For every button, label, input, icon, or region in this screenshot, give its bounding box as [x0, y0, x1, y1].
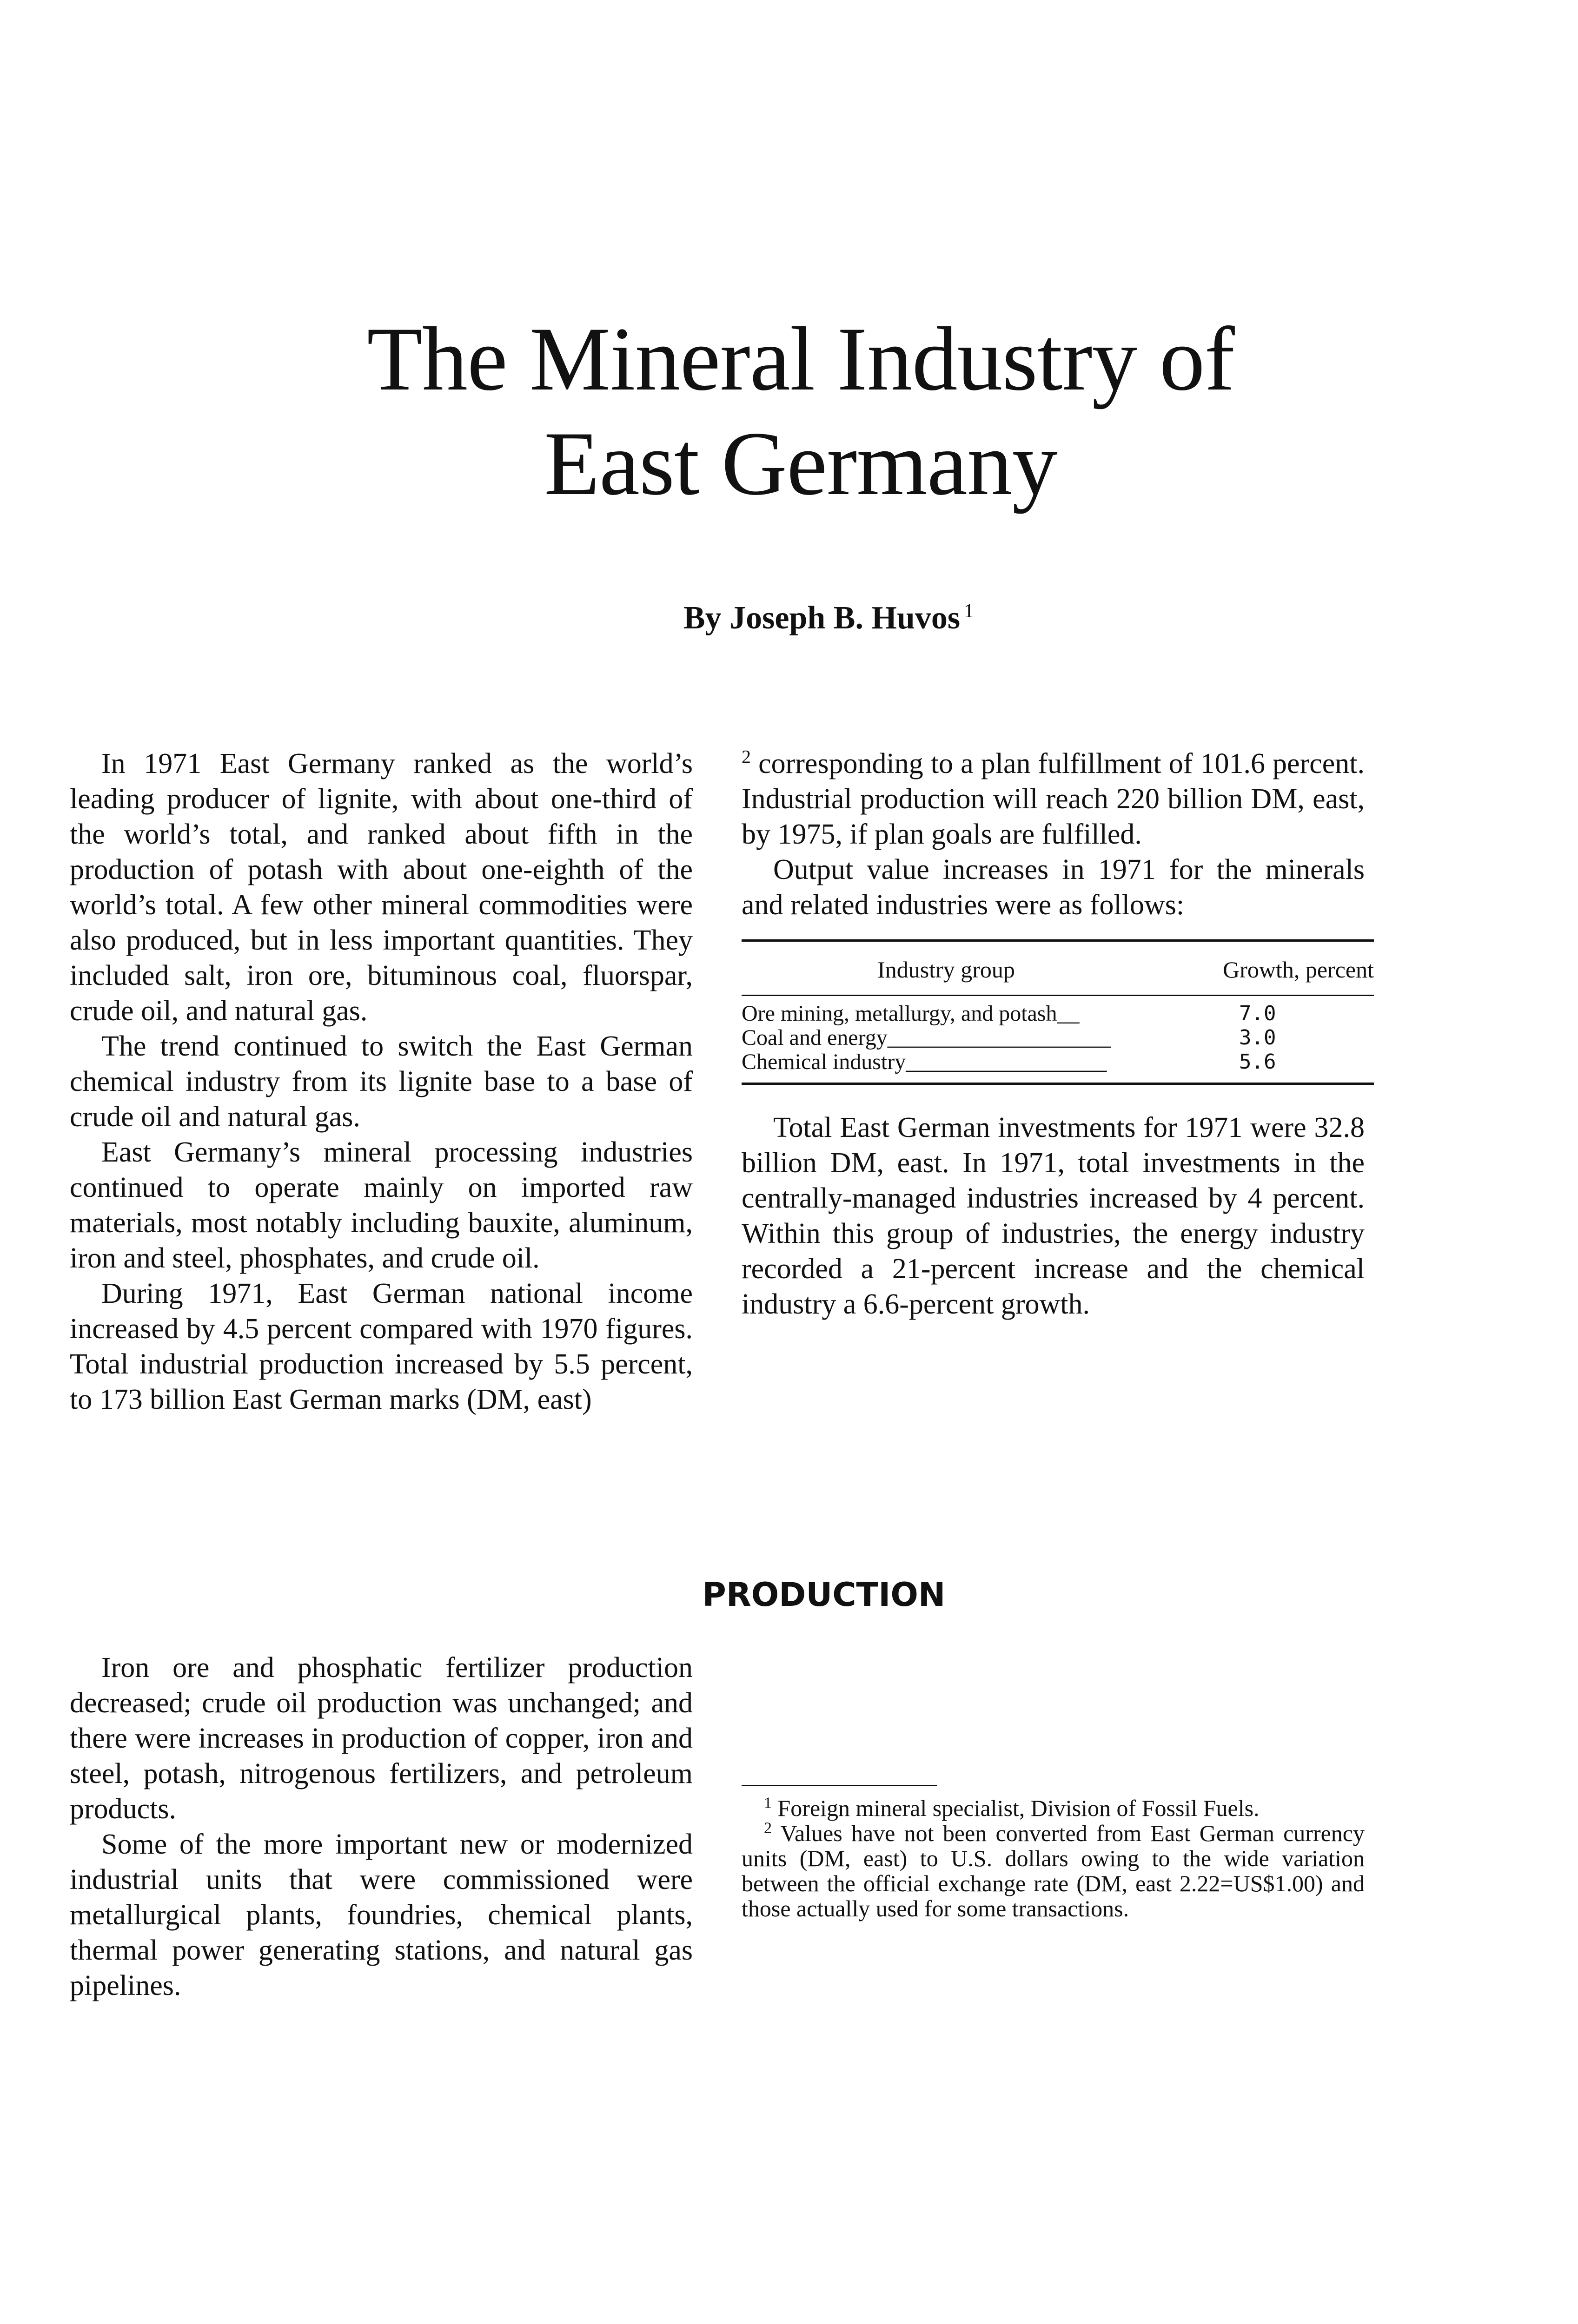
table-row [742, 1050, 1374, 1074]
growth-table [742, 939, 1374, 1085]
footnote-1 [742, 1796, 1365, 1821]
intro-paragraph-5: Output value increases in 1971 for the minerals and related industries were as follows: [742, 854, 1365, 921]
byline-text: By Joseph B. Huvos [683, 600, 961, 636]
investments-paragraph: Total East German investments for 1971 were 32.8 billion DM, east. In 1971, total investments in the centrally-managed industries increased by 4 percent. Within this group of industries, the energy industry recorded a 21-percent increase and the chemical industry a 6.6-percent growth. [742, 1112, 1365, 1320]
footnote-2-mark: 2 [764, 1819, 772, 1837]
table-header-growth: Growth, percent [1223, 957, 1374, 983]
footnote-2-text: Values have not been converted from East German currency units (DM, east) to U.S. dollars owing to the wide variation between the official exchange rate (DM, east 2.22=US$1.00) and those actually used for some transactions. [742, 1820, 1365, 1921]
footnote-mark-2: 2 [742, 746, 751, 767]
production-column-left [70, 1650, 693, 2003]
footnote-2 [742, 1821, 1365, 1921]
intro-paragraph-4-end: corresponding to a plan fulfillment of 101.6 percent. Industrial production will reach 220 billion DM, east, by 1975, if plan goals are fulfilled. [742, 748, 1365, 850]
table-header-industry-group: Industry group [877, 957, 1015, 983]
title-line-1: The Mineral Industry of [367, 309, 1234, 409]
table-cell-growth: 3.0 [1239, 1026, 1276, 1050]
table-body [742, 996, 1374, 1083]
table-cell-group: Coal and energy____________________ [742, 1026, 1111, 1050]
table-cell-group: Ore mining, metallurgy, and potash__ [742, 1002, 1080, 1026]
production-paragraph-1: Iron ore and phosphatic fertilizer production decreased; crude oil production was unchanged; and there were increases in production of copper, iron and steel, potash, nitrogenous fertilizers, and petroleum products. [70, 1652, 693, 1825]
table-row [742, 1002, 1374, 1026]
table-header [742, 942, 1374, 996]
intro-paragraph-1: In 1971 East Germany ranked as the world’s leading producer of lignite, with about one-third of the world’s total, and ranked about fifth in the production of potash with about one-eighth of the world’s total. A few other mineral commodities were also produced, but in less important quantities. They included salt, iron ore, bituminous coal, fluorspar, crude oil, and natural gas. [70, 748, 693, 1027]
intro-paragraph-3: East Germany’s mineral processing industries continued to operate mainly on imported raw materials, most notably including bauxite, aluminum, iron and steel, phosphates, and crude oil. [70, 1136, 693, 1274]
footnote-divider [742, 1785, 937, 1786]
footnote-1-text: Foreign mineral specialist, Division of Fossil Fuels. [777, 1795, 1260, 1821]
intro-paragraph-4-continued [742, 746, 1365, 852]
title-line-2: East Germany [544, 413, 1057, 514]
table-cell-group: Chemical industry__________________ [742, 1050, 1107, 1074]
footnote-1-mark: 1 [764, 1794, 772, 1812]
intro-column-left [70, 746, 693, 1417]
intro-column-right [742, 746, 1374, 1322]
table-cell-growth: 5.6 [1239, 1050, 1276, 1074]
production-paragraph-2: Some of the more important new or modernized industrial units that were commissioned were metallurgical plants, foundries, chemical plants, thermal power generating stations, and natural gas pipelines. [70, 1829, 693, 2001]
byline-footnote-mark: 1 [964, 600, 974, 622]
table-row [742, 1026, 1374, 1050]
byline [0, 600, 1578, 637]
intro-paragraph-4: During 1971, East German national income increased by 4.5 percent compared with 1970 figures. Total industrial production increased by 5.5 percent, to 173 billion East German marks (DM, east) [70, 1278, 693, 1415]
intro-paragraph-2: The trend continued to switch the East German chemical industry from its lignite base to a base of crude oil and natural gas. [70, 1030, 693, 1133]
table-cell-growth: 7.0 [1239, 1002, 1276, 1025]
production-heading: PRODUCTION [702, 1576, 946, 1614]
page-title [0, 307, 1578, 516]
production-column-right [742, 1650, 1365, 1921]
